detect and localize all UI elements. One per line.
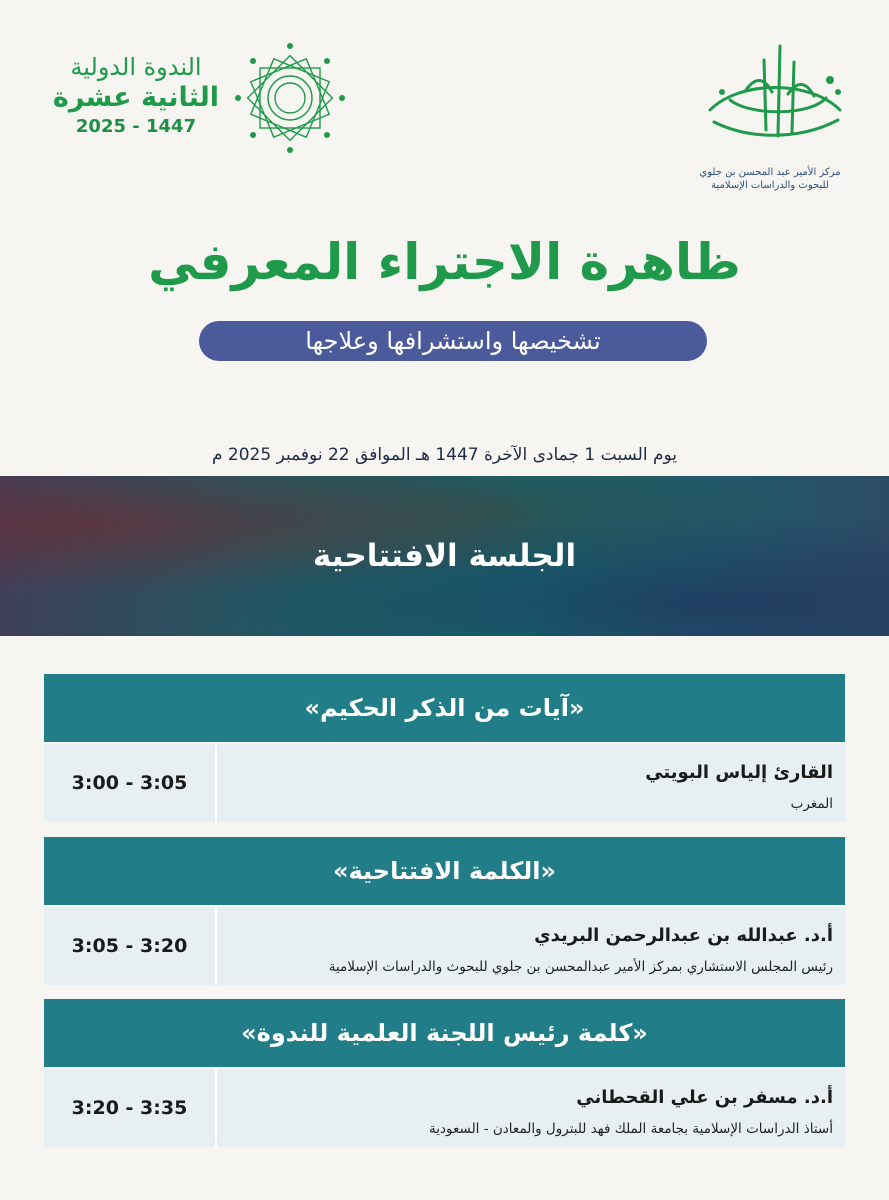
symposium-years: 2025 - 1447	[75, 116, 197, 137]
session-heading: «كلمة رئيس اللجنة العلمية للندوة»	[44, 999, 845, 1067]
center-name-line1: مركز الأمير عبد المحسن بن جلوي	[699, 167, 841, 178]
speaker-cell	[217, 907, 845, 985]
session-row	[44, 907, 845, 985]
symposium-line2: الثانية عشرة	[52, 82, 220, 113]
banner-title: الجلسة الافتتاحية	[312, 538, 577, 574]
center-name	[690, 166, 850, 192]
session-row	[44, 744, 845, 822]
session-row	[44, 1069, 845, 1147]
session-block	[44, 999, 845, 1147]
session-banner	[0, 476, 889, 636]
speaker-role: أستاذ الدراسات الإسلامية بجامعة الملك فهد للبترول والمعادن - السعودية	[429, 1121, 833, 1137]
speaker-cell	[217, 1069, 845, 1147]
page-title: ظاهرة الاجتراء المعرفي	[148, 233, 741, 291]
speaker-name: القارئ إلياس البويتي	[645, 762, 833, 783]
symposium-label	[36, 52, 236, 137]
calligraphy-logo-icon	[700, 40, 850, 150]
session-block	[44, 837, 845, 985]
time-slot: 3:00 - 3:05	[44, 744, 217, 822]
center-name-line2: للبحوث والدراسات الإسلامية	[711, 180, 829, 191]
session-block	[44, 674, 845, 822]
speaker-role: رئيس المجلس الاستشاري بمركز الأمير عبدالمحسن بن جلوي للبحوث والدراسات الإسلامية	[328, 959, 833, 975]
speaker-name: أ.د. عبدالله بن عبدالرحمن البريدي	[534, 925, 833, 946]
speaker-name: أ.د. مسفر بن علي القحطاني	[576, 1087, 833, 1108]
time-slot: 3:05 - 3:20	[44, 907, 217, 985]
session-heading: «الكلمة الافتتاحية»	[44, 837, 845, 905]
event-date: يوم السبت 1 جمادى الآخرة 1447 هـ الموافق 22 نوفمبر 2025 م	[211, 445, 677, 465]
speaker-cell	[217, 744, 845, 822]
symposium-line1: الندوة الدولية	[70, 53, 202, 81]
header	[0, 0, 889, 200]
time-slot: 3:20 - 3:35	[44, 1069, 217, 1147]
speaker-role: المغرب	[790, 796, 833, 812]
session-heading: «آيات من الذكر الحكيم»	[44, 674, 845, 742]
subtitle-pill: تشخيصها واستشرافها وعلاجها	[199, 321, 707, 361]
geometric-star-emblem-icon	[234, 42, 346, 154]
